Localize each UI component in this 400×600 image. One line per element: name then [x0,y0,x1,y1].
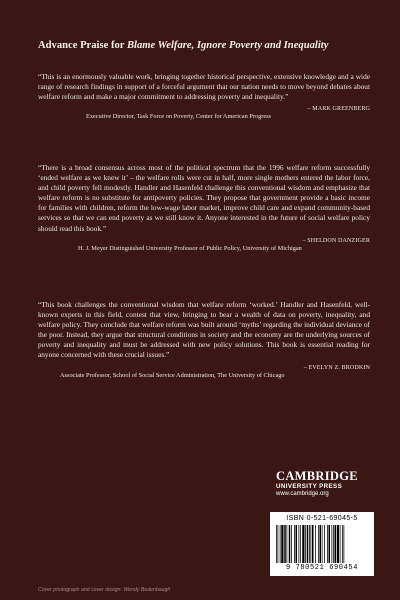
publisher-url: www.cambridge.org [276,491,329,497]
barcode-bar [337,525,339,563]
barcode-bar [291,525,292,563]
barcode-bar [280,525,281,563]
barcode-bar [287,525,288,563]
barcode-bars [276,525,368,563]
quote-author: – MARK GREENBERG [307,106,370,113]
barcode-bar [289,525,291,563]
barcode-bar [294,525,295,563]
barcode-bar [322,525,323,563]
praise-quote-1 [38,72,370,121]
barcode-bar [342,525,343,563]
barcode-bar [302,525,304,563]
quote-text: “This is an enormously valuable work, bringing together historical perspective, extensive knowledge and a wide range of research findings in support of a forceful argument that our nation needs to move beyond debates about welfare reform and make a major commitment to addressing poverty and inequality.” [38,72,370,102]
barcode-bar [299,525,300,563]
quote-author: – SHELDON DANZIGER [302,237,370,244]
barcode-bar [281,525,283,563]
barcode-bar [320,525,322,563]
quote-author-title: Executive Director, Task Force on Poverty, Center for American Progress [86,113,272,121]
cover-credit: Cover photograph and cover design: Wendy Bedenbaugh [38,587,171,593]
barcode-bar [332,525,333,563]
barcode-bar [307,525,309,563]
advance-praise-heading [38,40,378,51]
heading-lead: Advance Praise for [38,40,127,51]
praise-quote-3 [38,300,370,380]
barcode-bar [344,525,345,563]
quote-text: “This book challenges the conventional wisdom that welfare reform ‘worked.’ Handler and Hasenfeld, well-known experts in this field, contest that view, bringing to bear a wealth of data on poverty, inequality, and welfare policy. They conclude that welfare reform was built around ‘myths’ regarding the individual deviance of the poor. Instead, they argue that structural conditions in society and the economy are the underlying sources of poverty and inequality and must be addressed with new policy solutions. This book is essential reading for anyone concerned with these crucial issues.” [38,300,370,360]
quote-text: “There is a broad consensus across most of the political spectrum that the 1996 welfare reform successfully ‘ended welfare as we knew it’ – the welfare rolls were cut in half, more single mothers entered the labor force, and child poverty fell modestly. Handler and Hasenfeld challenge this conventional wisdom and emphasize that welfare reform is no substitute for antipoverty policies. They propose that government provide a basic income for families with children, reform the low-wage labor market, improve child care and expand community-based services so that we can end poverty as we still know it. Anyone interested in the future of social welfare policy should read this book.” [38,163,370,233]
barcode-bar [305,525,306,563]
barcode-bar [309,525,310,563]
barcode-bar [324,525,325,563]
barcode-bar [335,525,337,563]
barcode-bar [312,525,314,563]
book-title: Blame Welfare, Ignore Poverty and Inequality [126,40,329,51]
barcode-bar [276,525,277,563]
isbn-label: ISBN 0-521-69045-5 [286,515,358,522]
publisher-name: CAMBRIDGE [276,469,358,483]
praise-quote-2 [38,163,370,253]
barcode-bar [311,525,312,563]
publisher-subtitle: UNIVERSITY PRESS [276,483,343,490]
barcode-bar [333,525,334,563]
barcode-bar [296,525,298,563]
barcode-bar [318,525,319,563]
barcode-bar [340,525,341,563]
quote-author: – EVELYN Z. BRODKIN [303,364,370,371]
barcode-bar [300,525,301,563]
barcode-digits: 9 780521 690454 [285,564,358,572]
barcode-bar [315,525,316,563]
quote-author-title: H. J. Meyer Distinguished University Professor of Public Policy, University of Michigan [78,244,302,252]
barcode-bar [284,525,286,563]
barcode-bar [329,525,331,563]
quote-author-title: Associate Professor, School of Social Service Administration, The University of Chicago [60,371,285,379]
isbn-barcode [270,512,374,576]
barcode-bar [327,525,328,563]
barcode-bar [278,525,279,563]
